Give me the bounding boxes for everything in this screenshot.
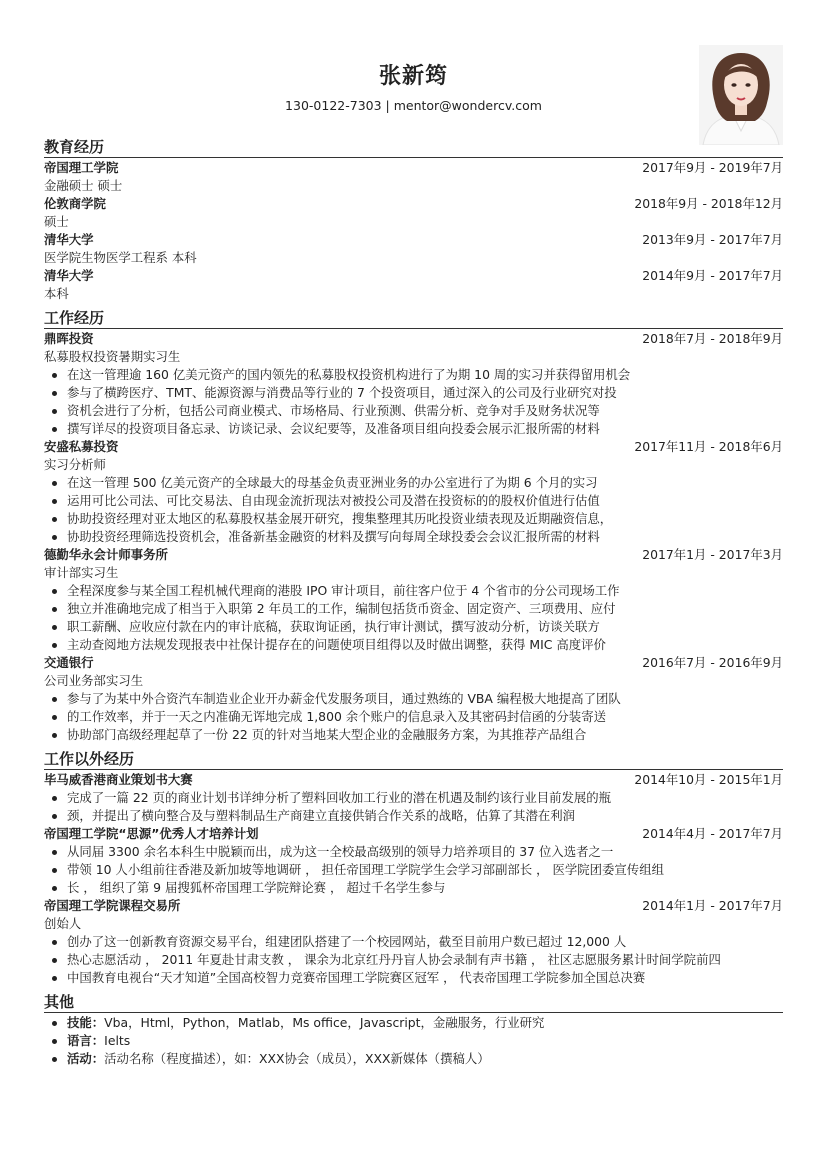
bullet-list (44, 789, 783, 825)
company-name: 交通银行 (44, 655, 94, 670)
section-title-work: 工作经历 (44, 309, 105, 327)
education-entry (44, 231, 783, 267)
school-name: 帝国理工学院 (44, 160, 119, 175)
candidate-name: 张新筠 (378, 64, 448, 89)
bullet-item: 在这一管理逾 160 亿美元资产的国内领先的私募股权投资机构进行了为期 10 周的实习并获得留用机会 (44, 366, 783, 384)
section-divider (44, 769, 783, 770)
item-key: 活动： (67, 1051, 105, 1066)
company-name: 安盛私募投资 (44, 439, 119, 454)
extra-entry (44, 897, 783, 987)
item-value: Ielts (104, 1033, 131, 1048)
bullet-item: 参与了横跨医疗、TMT、能源资源与消费品等行业的 7 个投资项目，通过深入的公司及行业研究对投 (44, 384, 783, 402)
bullet-dot-icon (52, 796, 57, 801)
bullet-dot-icon (52, 607, 57, 612)
bullet-dot-icon (52, 643, 57, 648)
bullet-dot-icon (52, 373, 57, 378)
bullet-dot-icon (52, 976, 57, 981)
bullet-list (44, 690, 783, 744)
bullet-item: 资机会进行了分析，包括公司商业模式、市场格局、行业预测、供需分析、竞争对手及财务状况等 (44, 402, 783, 420)
bullet-item: 从同届 3300 余名本科生中脱颖而出，成为这一全校最高级别的领导力培养项目的 37 位入选者之一 (44, 843, 783, 861)
bullet-dot-icon (52, 715, 57, 720)
job-title: 私募股权投资暑期实习生 (44, 349, 181, 364)
activity-name: 帝国理工学院“思源”优秀人才培养计划 (44, 826, 259, 841)
bullet-item: 创办了这一创新教育资源交易平台，组建团队搭建了一个校园网站，截至目前用户数已超过 12,000 人 (44, 933, 783, 951)
date-range: 2014年1月 - 2017年7月 (642, 898, 783, 913)
bullet-dot-icon (52, 427, 57, 432)
bullet-item: 长 ， 组织了第 9 届搜狐杯帝国理工学院辩论赛 ， 超过千名学生参与 (44, 879, 783, 897)
item-value: Vba，Html，Python，Matlab，Ms office，Javascript，金融服务，行业研究 (104, 1015, 545, 1030)
work-section (44, 309, 783, 744)
date-range: 2017年11月 - 2018年6月 (634, 439, 783, 454)
education-entry (44, 267, 783, 303)
bullet-dot-icon (52, 940, 57, 945)
item-key: 语言： (67, 1033, 105, 1048)
bullet-item: 完成了一篇 22 页的商业计划书详绅分析了塑料回收加工行业的潜在机遇及制约该行业目前发展的瓶 (44, 789, 783, 807)
skills-item (44, 1014, 783, 1032)
bullet-dot-icon (52, 589, 57, 594)
contact-info: 130-0122-7303 | mentor@wondercv.com (285, 98, 542, 113)
bullet-item: 在这一管理 500 亿美元资产的全球最大的母基金负责亚洲业务的办公室进行了为期 6 个月的实习 (44, 474, 783, 492)
bullet-dot-icon (52, 850, 57, 855)
section-divider (44, 328, 783, 329)
bullet-list (44, 843, 783, 897)
bullet-dot-icon (52, 958, 57, 963)
job-title: 审计部实习生 (44, 565, 119, 580)
bullet-item: 的工作效率，并于一天之内准确无诨地完成 1,800 余个账户的信息录入及其密码封信函的分装寄送 (44, 708, 783, 726)
degree: 硕士 (44, 214, 69, 229)
education-list (44, 159, 783, 303)
bullet-item: 中国教育电视台“天才知道”全国高校智力竞赛帝国理工学院赛区冠军 ， 代表帝国理工学院参加全国总决赛 (44, 969, 783, 987)
language-item (44, 1032, 783, 1050)
date-range: 2017年9月 - 2019年7月 (642, 160, 783, 175)
school-name: 清华大学 (44, 232, 94, 247)
bullet-item: 带领 10 人小组前往香港及新加坡等地调研 ， 担任帝国理工学院学生会学习部副部长 ， 医学院团委宣传组组 (44, 861, 783, 879)
bullet-item: 职工薪酬、应收应付款在内的审计底稿，获取询证函，执行审计测试，撰写波动分析，访谈关联方 (44, 618, 783, 636)
bullet-item: 参与了为某中外合资汽车制造业企业开办薪金代发服务项目，通过熟练的 VBA 编程极大地提高了团队 (44, 690, 783, 708)
section-divider (44, 157, 783, 158)
bullet-list (44, 366, 783, 438)
work-entry (44, 330, 783, 438)
other-list (44, 1014, 783, 1068)
bullet-item: 全程深度参与某全国工程机械代理商的港股 IPO 审计项目，前往客户位于 4 个省市的分公司现场工作 (44, 582, 783, 600)
date-range: 2013年9月 - 2017年7月 (642, 232, 783, 247)
other-section (44, 993, 783, 1068)
job-title: 实习分析师 (44, 457, 106, 472)
education-entry (44, 159, 783, 195)
degree: 医学院生物医学工程系 本科 (44, 250, 197, 265)
resume-header (44, 0, 783, 114)
bullet-list (44, 582, 783, 654)
section-divider (44, 1012, 783, 1013)
bullet-item: 热心志愿活动 ， 2011 年夏赴甘肃支教 ， 课余为北京红丹丹盲人协会录制有声书籍 ， 社区志愿服务累计时间学院前四 (44, 951, 783, 969)
activity-name: 毕马威香港商业策划书大赛 (44, 772, 193, 787)
company-name: 鼎晖投资 (44, 331, 94, 346)
degree: 金融硕士 硕士 (44, 178, 123, 193)
bullet-list (44, 474, 783, 546)
section-title-education: 教育经历 (44, 138, 105, 156)
bullet-dot-icon (52, 697, 57, 702)
bullet-item: 独立并准确地完成了相当于入职第 2 年员工的工作，编制包括货币资金、固定资产、三项费用、应付 (44, 600, 783, 618)
section-title-extra: 工作以外经历 (44, 750, 135, 768)
bullet-dot-icon (52, 1057, 57, 1062)
bullet-item: 主动查阅地方法规发现报表中社保计提存在的问题使项目组得以及时做出调整，获得 MIC 高度评价 (44, 636, 783, 654)
activity-item (44, 1050, 783, 1068)
date-range: 2018年7月 - 2018年9月 (642, 331, 783, 346)
extra-entry (44, 771, 783, 825)
education-entry (44, 195, 783, 231)
date-range: 2016年7月 - 2016年9月 (642, 655, 783, 670)
role-title: 创始人 (44, 916, 82, 931)
bullet-list (44, 933, 783, 987)
bullet-dot-icon (52, 391, 57, 396)
work-entry (44, 438, 783, 546)
education-section (44, 138, 783, 303)
activity-name: 帝国理工学院课程交易所 (44, 898, 181, 913)
company-name: 德勤华永会计师事务所 (44, 547, 168, 562)
profile-photo (699, 45, 783, 145)
date-range: 2017年1月 - 2017年3月 (642, 547, 783, 562)
bullet-dot-icon (52, 499, 57, 504)
item-key: 技能： (67, 1015, 105, 1030)
resume-page (44, 0, 783, 1068)
bullet-dot-icon (52, 886, 57, 891)
bullet-dot-icon (52, 481, 57, 486)
date-range: 2014年4月 - 2017年7月 (642, 826, 783, 841)
bullet-dot-icon (52, 814, 57, 819)
date-range: 2014年9月 - 2017年7月 (642, 268, 783, 283)
bullet-item: 协助部门高级经理起草了一份 22 页的针对当地某大型企业的金融服务方案，为其推荐产品组合 (44, 726, 783, 744)
bullet-dot-icon (52, 409, 57, 414)
extra-section (44, 750, 783, 987)
bullet-item: 运用可比公司法、可比交易法、自由现金流折现法对被投公司及潜在投资标的的股权价值进行估值 (44, 492, 783, 510)
bullet-dot-icon (52, 625, 57, 630)
bullet-dot-icon (52, 1039, 57, 1044)
date-range: 2014年10月 - 2015年1月 (634, 772, 783, 787)
extra-entry (44, 825, 783, 897)
bullet-item: 协助投资经理对亚太地区的私募股权基金展开研究，搜集整理其历叱投资业绩表现及近期融资信息， (44, 510, 783, 528)
degree: 本科 (44, 286, 69, 301)
bullet-dot-icon (52, 868, 57, 873)
section-title-other: 其他 (44, 993, 75, 1011)
school-name: 伦敦商学院 (44, 196, 106, 211)
bullet-dot-icon (52, 535, 57, 540)
date-range: 2018年9月 - 2018年12月 (634, 196, 783, 211)
bullet-dot-icon (52, 733, 57, 738)
work-entry (44, 546, 783, 654)
bullet-item: 撰写详尽的投资项目备忘录、访谈记录、会议纪要等，及准备项目组向投委会展示汇报所需的材料 (44, 420, 783, 438)
bullet-item: 颈，并提出了横向整合及与塑料制品生产商建立直接供销合作关系的战略，估算了其潜在利润 (44, 807, 783, 825)
school-name: 清华大学 (44, 268, 94, 283)
bullet-item: 协助投资经理筛选投资机会，准备新基金融资的材料及撰写向每周全球投委会会议汇报所需的材料 (44, 528, 783, 546)
job-title: 公司业务部实习生 (44, 673, 144, 688)
bullet-dot-icon (52, 1021, 57, 1026)
bullet-dot-icon (52, 517, 57, 522)
work-entry (44, 654, 783, 744)
item-value: 活动名称（程度描述），如：XXX协会（成员），XXX新媒体（撰稿人） (104, 1051, 490, 1066)
